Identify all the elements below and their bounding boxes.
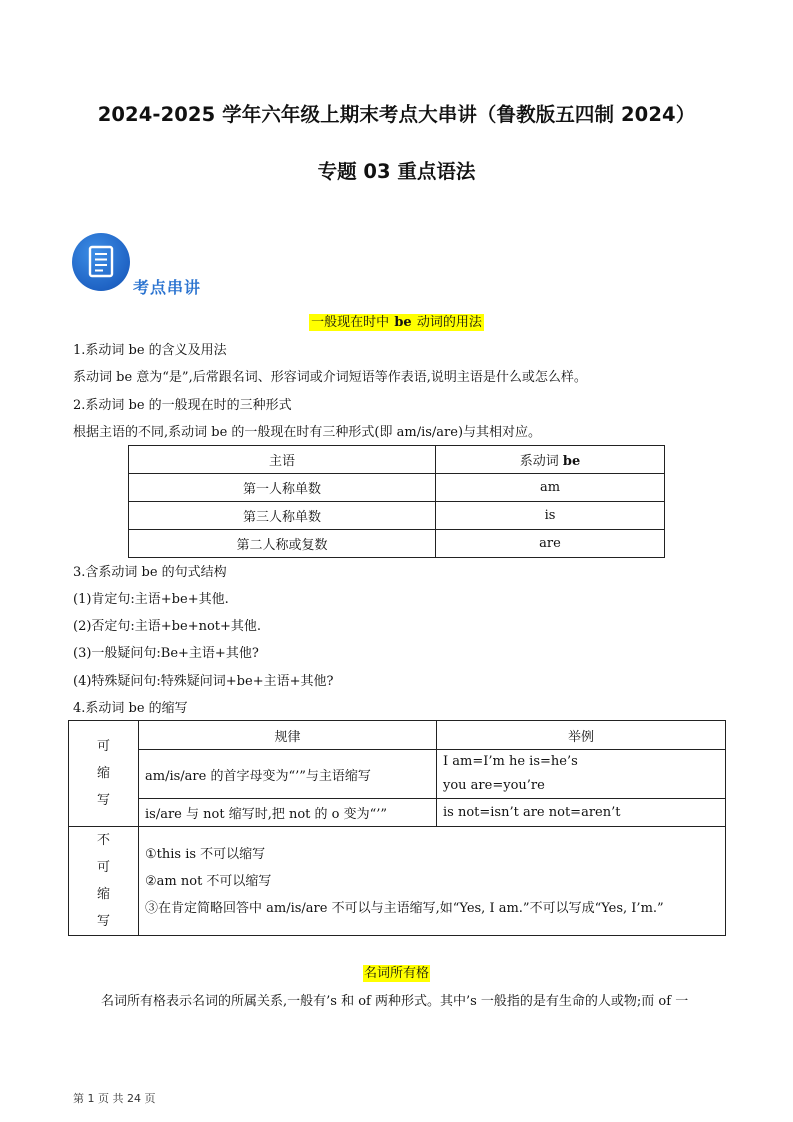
table-row <box>69 750 726 799</box>
table-cell: is <box>436 502 665 530</box>
list-item: ③在肯定简略回答中 am/is/are 不可以与主语缩写,如“Yes, I am.”不可以写成“Yes, I’m.” <box>145 900 664 916</box>
list-item: ①this is 不可以缩写 <box>145 846 266 862</box>
table-header-cell: 规律 <box>139 721 437 750</box>
table-cell <box>139 827 726 936</box>
paragraph: 根据主语的不同,系动词 be 的一般现在时有三种形式(即 am/is/are)与其相对应。 <box>73 425 542 440</box>
paragraph: 3.含系动词 be 的句式结构 <box>73 565 227 580</box>
cannot-contract-cell <box>69 827 139 936</box>
table-header-row <box>129 446 665 474</box>
vertical-char: 缩 <box>96 887 110 902</box>
table-cell: 第二人称或复数 <box>129 530 436 558</box>
page-title: 2024-2025 学年六年级上期末考点大串讲（鲁教版五四制 2024） <box>97 103 696 126</box>
section-heading-be <box>0 311 793 330</box>
table-row <box>69 721 726 750</box>
vertical-char: 写 <box>96 914 110 929</box>
vertical-char: 可 <box>96 739 110 754</box>
table-row <box>69 799 726 827</box>
section-heading-possessive <box>0 962 793 981</box>
table-header-cell <box>436 446 665 474</box>
page-footer: 第 1 页 共 24 页 <box>73 1092 156 1105</box>
table-header-cell: 举例 <box>437 721 726 750</box>
table-row <box>129 474 665 502</box>
paragraph: 系动词 be 意为“是”,后常跟名词、形容词或介词短语等作表语,说明主语是什么或怎么样。 <box>73 370 587 385</box>
vertical-char: 缩 <box>96 766 110 781</box>
list-item: ②am not 不可以缩写 <box>145 873 272 889</box>
paragraph: 4.系动词 be 的缩写 <box>73 701 188 716</box>
table-header-cell: 主语 <box>129 446 436 474</box>
header-text-bold: be <box>562 454 581 469</box>
badge-label: 考点串讲 <box>133 278 202 297</box>
paragraph: (4)特殊疑问句:特殊疑问词+be+主语+其他? <box>73 674 334 689</box>
paragraph: (1)肯定句:主语+be+其他. <box>73 592 229 607</box>
paragraph: (3)一般疑问句:Be+主语+其他? <box>73 646 259 661</box>
vertical-char: 写 <box>96 793 110 808</box>
can-contract-cell <box>69 721 139 827</box>
paragraph: 名词所有格表示名词的所属关系,一般有’s 和 of 两种形式。其中’s 一般指的是有生命的人或物;而 of 一 <box>101 994 689 1009</box>
page-subtitle: 专题 03 重点语法 <box>317 160 476 183</box>
table-cell <box>437 750 726 799</box>
paragraph: 2.系动词 be 的一般现在时的三种形式 <box>73 398 292 413</box>
table-cell: 第三人称单数 <box>129 502 436 530</box>
table-row <box>129 530 665 558</box>
be-forms-table <box>128 445 665 558</box>
paragraph: (2)否定句:主语+be+not+其他. <box>73 619 262 634</box>
table-row <box>129 502 665 530</box>
example-line: I am=I’m he is=he’s <box>443 754 578 769</box>
table-cell: is/are 与 not 缩写时,把 not 的 o 变为“’” <box>139 799 437 827</box>
document-list-icon <box>72 233 130 291</box>
table-cell: am <box>436 474 665 502</box>
example-line: you are=you’re <box>443 778 545 793</box>
vertical-char: 可 <box>96 860 110 875</box>
table-row <box>69 827 726 936</box>
heading-text-bold: be <box>394 315 412 330</box>
heading-text-post: 动词的用法 <box>412 315 482 330</box>
heading-text-pre: 一般现在时中 <box>311 315 394 330</box>
vertical-char: 不 <box>96 833 110 848</box>
table-cell: 第一人称单数 <box>129 474 436 502</box>
heading-text: 名词所有格 <box>363 966 429 981</box>
contraction-table <box>68 720 726 936</box>
table-cell: is not=isn’t are not=aren’t <box>437 799 726 827</box>
paragraph: 1.系动词 be 的含义及用法 <box>73 343 227 358</box>
table-cell: are <box>436 530 665 558</box>
section-badge <box>72 233 130 291</box>
header-text: 系动词 <box>519 454 563 469</box>
table-cell: am/is/are 的首字母变为“’”与主语缩写 <box>139 750 437 799</box>
